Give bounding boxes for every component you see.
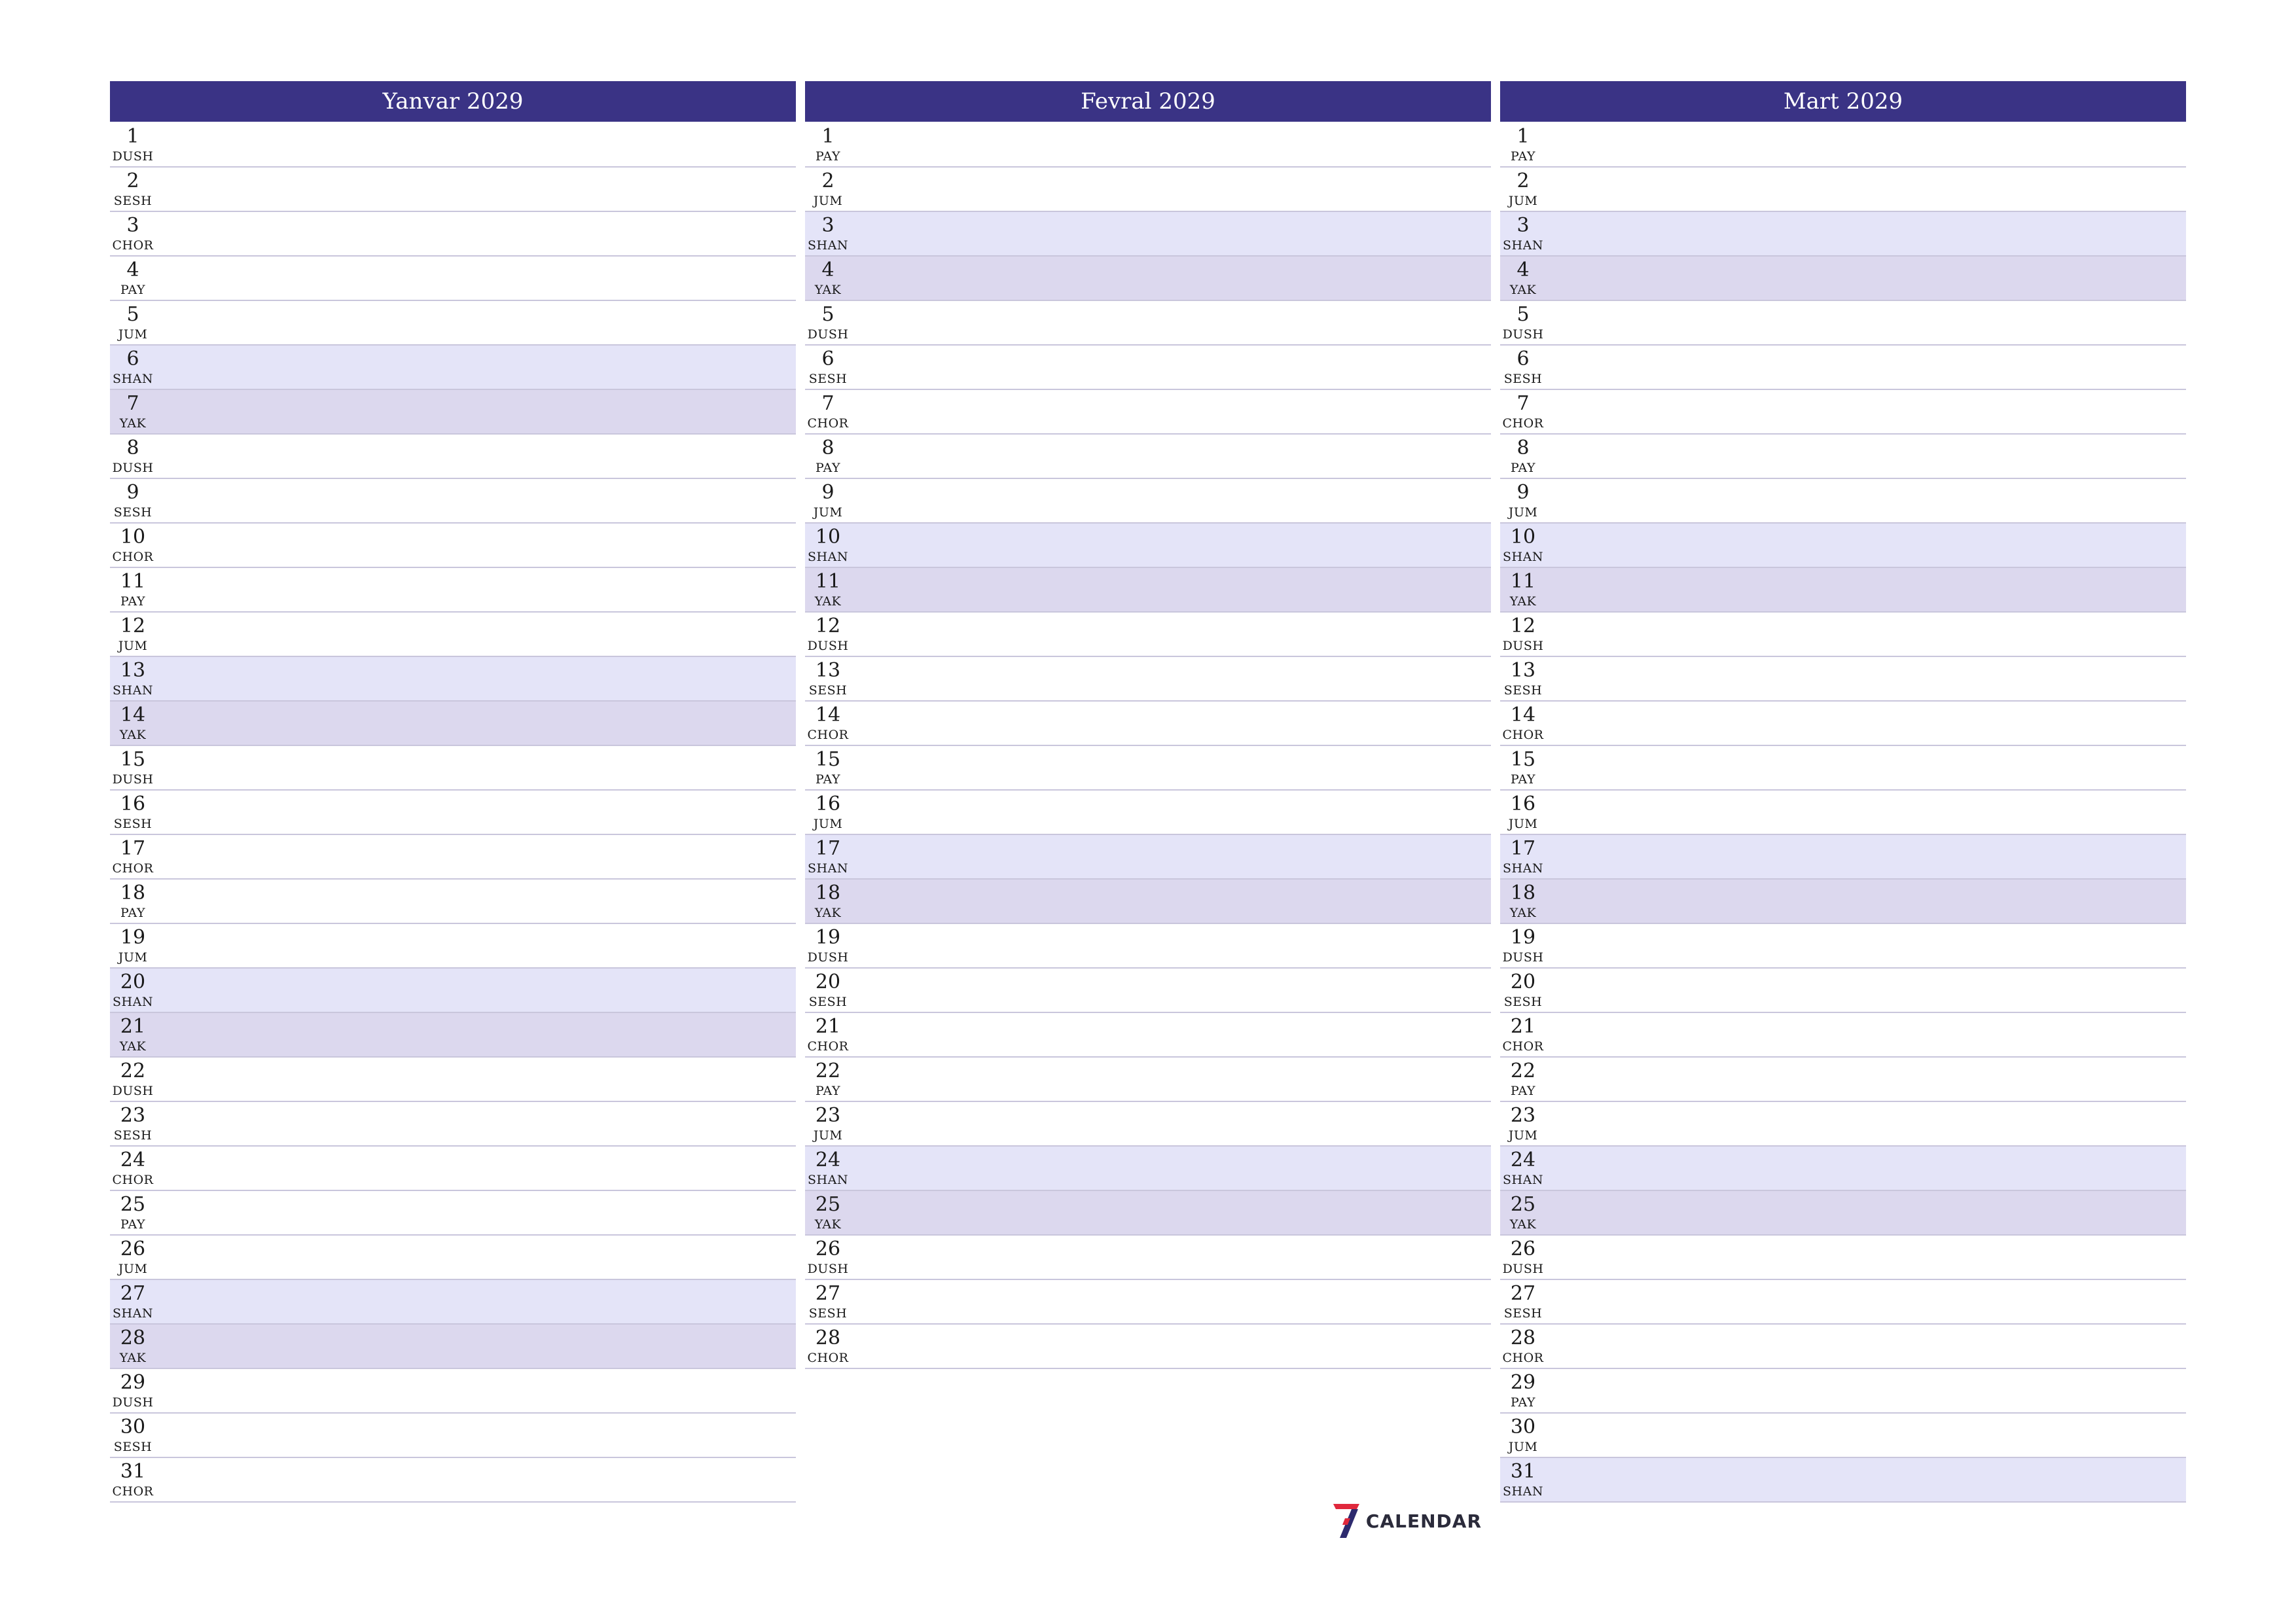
weekday-label: CHOR	[807, 1039, 849, 1054]
day-number: 14	[120, 704, 146, 726]
day-number: 7	[1516, 392, 1530, 415]
weekday-label: DUSH	[807, 639, 849, 653]
day-row	[805, 1325, 1491, 1369]
day-row	[1500, 1102, 2186, 1147]
day-row	[805, 346, 1491, 390]
weekday-label: DUSH	[112, 1084, 154, 1098]
day-row	[1500, 657, 2186, 702]
weekday-label: PAY	[815, 772, 841, 787]
day-number: 14	[1510, 704, 1536, 726]
day-row	[805, 1147, 1491, 1191]
weekday-label: DUSH	[807, 950, 849, 965]
weekday-label: JUM	[813, 817, 843, 831]
day-number: 4	[1516, 259, 1530, 281]
month-header: Yanvar 2029	[110, 81, 796, 122]
day-row	[110, 524, 796, 568]
calendar-grid	[110, 81, 2186, 1532]
day-number: 13	[120, 659, 146, 682]
brand-logo[interactable]	[1332, 1503, 1482, 1539]
day-row	[805, 880, 1491, 924]
day-row	[805, 746, 1491, 791]
day-row	[1500, 746, 2186, 791]
day-number: 24	[1510, 1149, 1536, 1171]
day-row	[805, 924, 1491, 969]
day-row	[805, 1013, 1491, 1058]
day-row	[805, 212, 1491, 257]
day-row	[110, 1369, 796, 1414]
day-row	[110, 969, 796, 1013]
day-number: 10	[815, 526, 841, 548]
day-number: 23	[1510, 1104, 1536, 1127]
day-number: 21	[815, 1015, 841, 1038]
weekday-label: YAK	[119, 416, 147, 431]
day-row	[805, 1191, 1491, 1236]
day-row	[110, 123, 796, 168]
day-number: 13	[815, 659, 841, 682]
weekday-label: YAK	[1509, 906, 1537, 920]
day-row	[110, 657, 796, 702]
day-number: 5	[126, 303, 139, 326]
day-row	[110, 346, 796, 390]
month-header: Mart 2029	[1500, 81, 2186, 122]
day-row	[110, 1013, 796, 1058]
day-number: 22	[120, 1060, 146, 1082]
day-list	[110, 123, 796, 1503]
weekday-label: DUSH	[112, 461, 154, 475]
day-row	[110, 924, 796, 969]
day-number: 20	[120, 971, 146, 993]
day-number: 20	[1510, 971, 1536, 993]
day-row	[1500, 1458, 2186, 1503]
month-column	[1500, 81, 2186, 1503]
day-number: 22	[1510, 1060, 1536, 1082]
weekday-label: JUM	[813, 194, 843, 208]
weekday-label: DUSH	[112, 772, 154, 787]
day-number: 11	[120, 570, 146, 593]
day-row	[805, 702, 1491, 746]
weekday-label: SESH	[1503, 683, 1543, 698]
day-row	[110, 880, 796, 924]
day-row	[1500, 123, 2186, 168]
weekday-label: JUM	[1508, 1128, 1538, 1143]
weekday-label: CHOR	[807, 728, 849, 742]
day-number: 21	[120, 1015, 146, 1038]
day-number: 19	[815, 926, 841, 949]
day-number: 31	[120, 1460, 146, 1483]
day-number: 5	[821, 303, 834, 326]
weekday-label: CHOR	[1502, 416, 1544, 431]
weekday-label: YAK	[119, 1039, 147, 1054]
day-number: 3	[126, 214, 139, 237]
day-number: 21	[1510, 1015, 1536, 1038]
day-row	[805, 301, 1491, 346]
day-number: 12	[120, 615, 146, 637]
day-number: 6	[821, 348, 834, 370]
day-number: 25	[120, 1193, 146, 1216]
weekday-label: CHOR	[1502, 728, 1544, 742]
weekday-label: JUM	[118, 327, 148, 342]
day-number: 12	[815, 615, 841, 637]
day-number: 18	[1510, 882, 1536, 904]
day-row	[110, 1058, 796, 1102]
day-row	[110, 1458, 796, 1503]
day-number: 11	[815, 570, 841, 593]
day-row	[1500, 1058, 2186, 1102]
day-number: 24	[120, 1149, 146, 1171]
day-number: 26	[120, 1238, 146, 1260]
day-row	[110, 257, 796, 301]
day-number: 18	[815, 882, 841, 904]
weekday-label: PAY	[815, 1084, 841, 1098]
seven-logo-icon	[1332, 1503, 1361, 1539]
weekday-label: SESH	[113, 1128, 152, 1143]
day-number: 27	[120, 1282, 146, 1305]
day-row	[1500, 524, 2186, 568]
day-number: 19	[120, 926, 146, 949]
weekday-label: YAK	[814, 594, 842, 609]
day-list	[805, 123, 1491, 1369]
weekday-label: DUSH	[1502, 327, 1544, 342]
day-number: 17	[815, 837, 841, 860]
day-number: 30	[1510, 1416, 1536, 1438]
day-row	[1500, 924, 2186, 969]
day-number: 8	[1516, 437, 1530, 459]
weekday-label: DUSH	[1502, 639, 1544, 653]
weekday-label: PAY	[120, 283, 146, 297]
day-row	[805, 568, 1491, 613]
day-row	[110, 390, 796, 435]
weekday-label: SHAN	[808, 1173, 848, 1187]
month-column	[805, 81, 1491, 1532]
day-row	[805, 1102, 1491, 1147]
day-row	[805, 657, 1491, 702]
weekday-label: CHOR	[112, 238, 154, 253]
weekday-label: DUSH	[1502, 1262, 1544, 1276]
weekday-label: JUM	[813, 1128, 843, 1143]
weekday-label: SHAN	[1503, 1484, 1543, 1499]
day-row	[110, 1325, 796, 1369]
day-number: 15	[120, 748, 146, 771]
day-row	[110, 1236, 796, 1280]
day-number: 13	[1510, 659, 1536, 682]
month-header: Fevral 2029	[805, 81, 1491, 122]
day-number: 28	[815, 1327, 841, 1349]
weekday-label: SHAN	[113, 683, 153, 698]
weekday-label: PAY	[120, 906, 146, 920]
day-row	[1500, 568, 2186, 613]
day-number: 1	[1516, 125, 1530, 148]
day-number: 26	[815, 1238, 841, 1260]
weekday-label: JUM	[1508, 505, 1538, 520]
weekday-label: CHOR	[112, 550, 154, 564]
day-row	[805, 123, 1491, 168]
day-number: 2	[1516, 169, 1530, 192]
day-number: 22	[815, 1060, 841, 1082]
day-number: 16	[1510, 793, 1536, 815]
weekday-label: DUSH	[112, 149, 154, 164]
weekday-label: SESH	[808, 683, 848, 698]
day-row	[110, 613, 796, 657]
weekday-label: YAK	[814, 283, 842, 297]
day-number: 1	[821, 125, 834, 148]
day-number: 31	[1510, 1460, 1536, 1483]
day-row	[1500, 791, 2186, 835]
day-number: 6	[1516, 348, 1530, 370]
day-number: 27	[1510, 1282, 1536, 1305]
day-row	[110, 1414, 796, 1458]
day-number: 18	[120, 882, 146, 904]
day-number: 1	[126, 125, 139, 148]
day-number: 2	[821, 169, 834, 192]
day-row	[1500, 1414, 2186, 1458]
day-row	[1500, 613, 2186, 657]
day-number: 9	[1516, 481, 1530, 504]
weekday-label: CHOR	[112, 1484, 154, 1499]
weekday-label: PAY	[120, 1217, 146, 1232]
weekday-label: SHAN	[1503, 1173, 1543, 1187]
day-number: 9	[821, 481, 834, 504]
weekday-label: SESH	[808, 372, 848, 386]
day-row	[805, 1236, 1491, 1280]
weekday-label: PAY	[1510, 1395, 1536, 1410]
day-row	[110, 746, 796, 791]
weekday-label: DUSH	[112, 1395, 154, 1410]
day-row	[110, 301, 796, 346]
day-row	[1500, 969, 2186, 1013]
day-row	[805, 257, 1491, 301]
day-number: 7	[126, 392, 139, 415]
weekday-label: CHOR	[112, 1173, 154, 1187]
weekday-label: SESH	[1503, 372, 1543, 386]
weekday-label: SESH	[808, 995, 848, 1009]
day-row	[805, 168, 1491, 212]
weekday-label: DUSH	[807, 327, 849, 342]
weekday-label: CHOR	[807, 1351, 849, 1365]
day-number: 16	[815, 793, 841, 815]
day-number: 29	[1510, 1371, 1536, 1394]
weekday-label: PAY	[1510, 149, 1536, 164]
day-row	[805, 969, 1491, 1013]
day-number: 12	[1510, 615, 1536, 637]
weekday-label: SESH	[113, 817, 152, 831]
weekday-label: YAK	[1509, 283, 1537, 297]
weekday-label: SESH	[113, 194, 152, 208]
weekday-label: JUM	[1508, 1440, 1538, 1454]
day-row	[110, 1102, 796, 1147]
day-row	[1500, 1013, 2186, 1058]
weekday-label: PAY	[1510, 772, 1536, 787]
day-row	[1500, 1369, 2186, 1414]
day-number: 28	[120, 1327, 146, 1349]
day-number: 23	[120, 1104, 146, 1127]
weekday-label: CHOR	[112, 861, 154, 876]
month-column	[110, 81, 796, 1503]
day-number: 26	[1510, 1238, 1536, 1260]
weekday-label: YAK	[1509, 594, 1537, 609]
weekday-label: SHAN	[808, 238, 848, 253]
weekday-label: SHAN	[1503, 238, 1543, 253]
weekday-label: SESH	[113, 1440, 152, 1454]
day-row	[1500, 702, 2186, 746]
weekday-label: PAY	[815, 461, 841, 475]
day-row	[1500, 1280, 2186, 1325]
weekday-label: SHAN	[113, 1306, 153, 1321]
day-row	[805, 524, 1491, 568]
day-row	[1500, 346, 2186, 390]
day-row	[1500, 479, 2186, 524]
day-row	[110, 479, 796, 524]
day-row	[805, 613, 1491, 657]
day-row	[1500, 1191, 2186, 1236]
weekday-label: DUSH	[807, 1262, 849, 1276]
weekday-label: SESH	[808, 1306, 848, 1321]
day-row	[805, 1280, 1491, 1325]
weekday-label: JUM	[118, 950, 148, 965]
day-number: 6	[126, 348, 139, 370]
weekday-label: YAK	[119, 728, 147, 742]
weekday-label: JUM	[813, 505, 843, 520]
day-number: 24	[815, 1149, 841, 1171]
day-number: 17	[1510, 837, 1536, 860]
weekday-label: PAY	[120, 594, 146, 609]
day-number: 8	[126, 437, 139, 459]
day-number: 17	[120, 837, 146, 860]
weekday-label: YAK	[119, 1351, 147, 1365]
day-row	[1500, 880, 2186, 924]
weekday-label: SHAN	[113, 372, 153, 386]
day-row	[1500, 435, 2186, 479]
day-row	[110, 1191, 796, 1236]
day-number: 4	[821, 259, 834, 281]
day-row	[1500, 257, 2186, 301]
day-row	[805, 791, 1491, 835]
weekday-label: SHAN	[808, 550, 848, 564]
day-row	[805, 390, 1491, 435]
day-list	[1500, 123, 2186, 1503]
day-number: 15	[815, 748, 841, 771]
day-row	[1500, 1147, 2186, 1191]
weekday-label: SHAN	[113, 995, 153, 1009]
day-row	[805, 435, 1491, 479]
weekday-label: YAK	[814, 1217, 842, 1232]
day-number: 19	[1510, 926, 1536, 949]
day-row	[1500, 212, 2186, 257]
weekday-label: CHOR	[807, 416, 849, 431]
day-row	[110, 435, 796, 479]
day-number: 28	[1510, 1327, 1536, 1349]
day-row	[1500, 390, 2186, 435]
day-row	[1500, 301, 2186, 346]
weekday-label: PAY	[1510, 461, 1536, 475]
day-number: 8	[821, 437, 834, 459]
day-number: 20	[815, 971, 841, 993]
day-number: 4	[126, 259, 139, 281]
weekday-label: SHAN	[1503, 550, 1543, 564]
day-row	[805, 479, 1491, 524]
weekday-label: SESH	[113, 505, 152, 520]
weekday-label: PAY	[1510, 1084, 1536, 1098]
day-row	[110, 168, 796, 212]
weekday-label: DUSH	[1502, 950, 1544, 965]
day-row	[805, 835, 1491, 880]
day-number: 10	[1510, 526, 1536, 548]
weekday-label: SHAN	[808, 861, 848, 876]
day-number: 23	[815, 1104, 841, 1127]
day-row	[110, 702, 796, 746]
weekday-label: CHOR	[1502, 1039, 1544, 1054]
brand-text: CALENDAR	[1365, 1510, 1482, 1532]
day-number: 3	[821, 214, 834, 237]
day-number: 27	[815, 1282, 841, 1305]
weekday-label: SHAN	[1503, 861, 1543, 876]
weekday-label: CHOR	[1502, 1351, 1544, 1365]
weekday-label: YAK	[1509, 1217, 1537, 1232]
weekday-label: PAY	[815, 149, 841, 164]
day-number: 7	[821, 392, 834, 415]
day-row	[1500, 168, 2186, 212]
day-number: 29	[120, 1371, 146, 1394]
day-row	[110, 791, 796, 835]
day-number: 16	[120, 793, 146, 815]
day-number: 25	[1510, 1193, 1536, 1216]
day-number: 10	[120, 526, 146, 548]
weekday-label: SESH	[1503, 1306, 1543, 1321]
day-row	[110, 568, 796, 613]
day-number: 15	[1510, 748, 1536, 771]
day-number: 30	[120, 1416, 146, 1438]
day-number: 11	[1510, 570, 1536, 593]
day-number: 25	[815, 1193, 841, 1216]
day-row	[110, 1280, 796, 1325]
weekday-label: YAK	[814, 906, 842, 920]
day-row	[110, 212, 796, 257]
day-row	[805, 1058, 1491, 1102]
day-row	[1500, 835, 2186, 880]
day-row	[1500, 1325, 2186, 1369]
weekday-label: JUM	[118, 639, 148, 653]
day-number: 3	[1516, 214, 1530, 237]
day-number: 5	[1516, 303, 1530, 326]
day-row	[110, 835, 796, 880]
day-number: 14	[815, 704, 841, 726]
weekday-label: JUM	[1508, 817, 1538, 831]
day-row	[110, 1147, 796, 1191]
weekday-label: JUM	[118, 1262, 148, 1276]
day-row	[1500, 1236, 2186, 1280]
weekday-label: SESH	[1503, 995, 1543, 1009]
weekday-label: JUM	[1508, 194, 1538, 208]
day-number: 2	[126, 169, 139, 192]
day-number: 9	[126, 481, 139, 504]
